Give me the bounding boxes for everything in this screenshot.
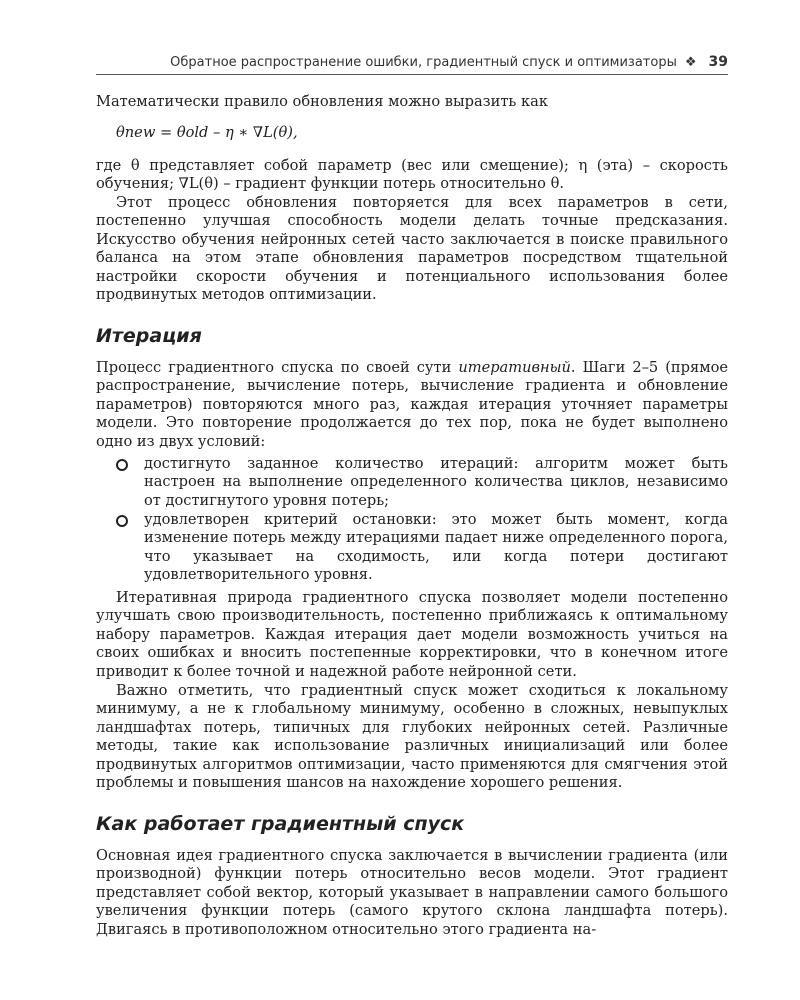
list-item: [116, 455, 728, 510]
iteration-p1-end: . Шаги 2–5 (прямое распространение, вычисление потерь, вычисление градиента и обновление параметров) повторяются много раз, каждая итерация уточняет параметры модели. Это повторение продолжается до тех пор, пока не будет выполнено одно из двух условий:: [96, 359, 728, 450]
bullet-circle-icon: [116, 515, 128, 527]
running-header: [96, 50, 728, 75]
list-item-text: достигнуто заданное количество итераций: алгоритм может быть настроен на выполнение определенного количества циклов, независимо от достигнутого уровня потерь;: [144, 455, 728, 509]
formula-text: θnew = θold – η ∗ ∇L(θ),: [116, 124, 298, 141]
intro-paragraph-1: Математически правило обновления можно выразить как: [96, 93, 548, 110]
how-gd-paragraph-1: Основная идея градиентного спуска заключается в вычислении градиента (или производной) функции потерь относительно весов модели. Этот градиент представляет собой вектор, который указывает в направлении самого большого увеличения функции потерь (самого крутого склона ландшафта потерь). Двигаясь в противоположном относительно этого градиента на-: [96, 847, 728, 938]
list-item-text: удовлетворен критерий остановки: это может быть момент, когда изменение потерь между итерациями падает ниже определенного порога, что указывает на сходимость, или когда потери достигают удовлетворительного уровня.: [144, 511, 728, 584]
section-heading-iteration: Итерация: [96, 325, 202, 347]
list-item: [116, 511, 728, 585]
intro-paragraph-3: Этот процесс обновления повторяется для всех параметров в сети, постепенно улучшая способность модели делать точные предсказания. Искусство обучения нейронных сетей часто заключается в поиске правильного баланса на этом этапе обновления параметров посредством тщательной настройки скорости обучения и потенциального использования более продвинутых методов оптимизации.: [96, 194, 728, 304]
update-rule-formula: [116, 124, 298, 141]
iteration-paragraph-1: [96, 359, 728, 451]
intro-paragraph-2: где θ представляет собой параметр (вес или смещение); η (эта) – скорость обучения; ∇L(θ) – градиент функции потерь относительно θ.: [96, 157, 728, 193]
iteration-paragraph-2: Итеративная природа градиентного спуска позволяет модели постепенно улучшать свою производительность, постепенно приближаясь к оптимальному набору параметров. Каждая итерация дает модели возможность учиться на своих ошибках и вносить постепенные корректировки, что в конечном итоге приводит к более точной и надежной работе нейронной сети.: [96, 589, 728, 680]
section-heading-how-gd-works: Как работает градиентный спуск: [96, 813, 465, 835]
header-title: Обратное распространение ошибки, градиентный спуск и оптимизаторы: [170, 54, 677, 70]
iteration-p1-start: Процесс градиентного спуска по своей сути: [96, 359, 459, 376]
diamond-ornament-icon: ❖: [684, 54, 697, 70]
iteration-p1-italic: итеративный: [458, 359, 571, 376]
bullet-circle-icon: [116, 459, 128, 471]
iteration-paragraph-3: Важно отметить, что градиентный спуск может сходиться к локальному минимуму, а не к глобальному минимуму, особенно в сложных, невыпуклых ландшафтах потерь, типичных для глубоких нейронных сетей. Различные методы, такие как использование различных инициализаций или более продвинутых алгоритмов оптимизации, часто применяются для смягчения этой проблемы и повышения шансов на нахождение хорошего решения.: [96, 682, 728, 792]
page-number: 39: [708, 54, 728, 70]
